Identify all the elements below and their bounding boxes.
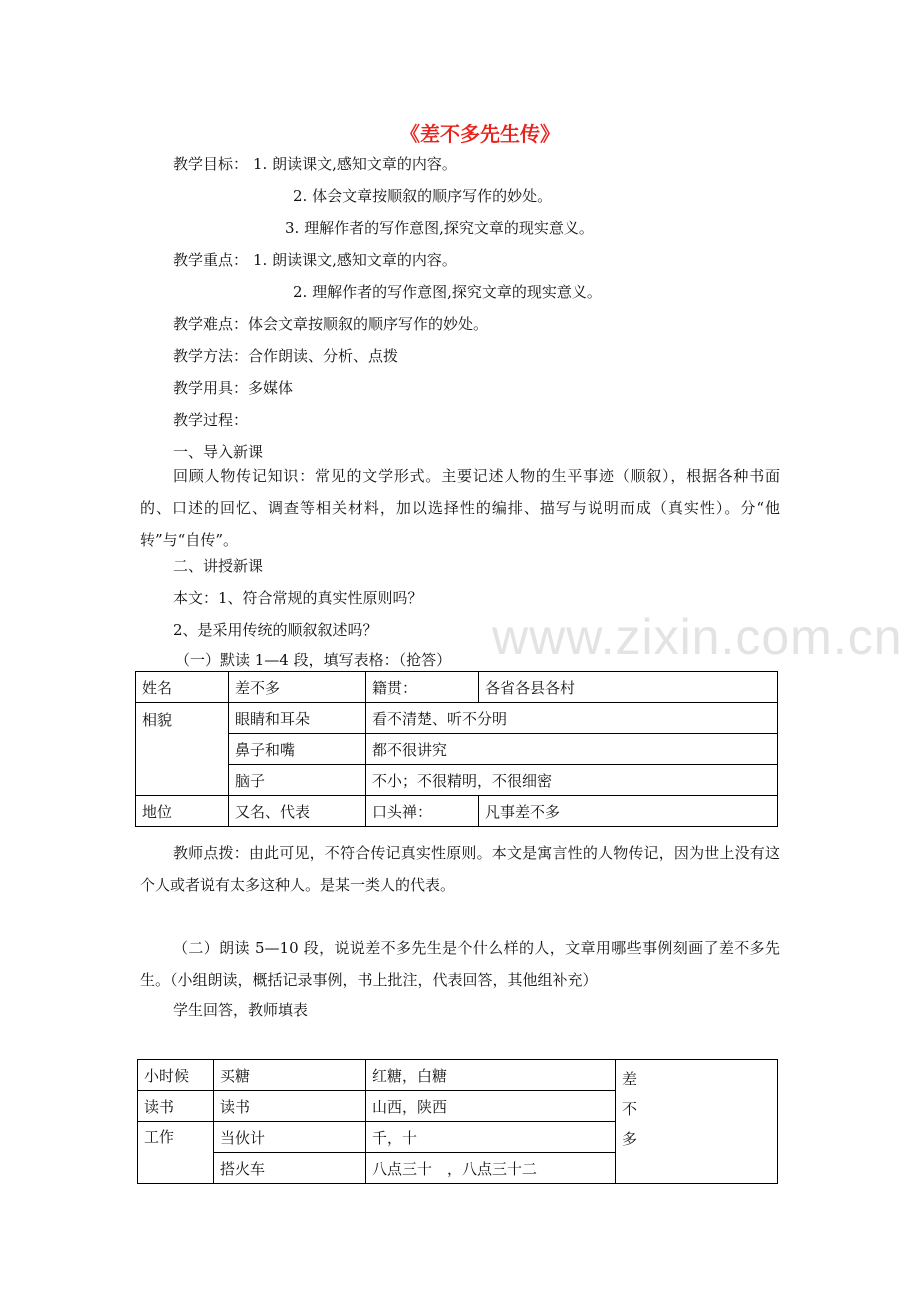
page-title: 《差不多先生传》: [400, 122, 560, 146]
table-row: [138, 1060, 778, 1091]
student-answer: 学生回答，教师填表: [173, 1001, 309, 1019]
table-cell: 不小；不很精明，不很细密: [366, 765, 778, 796]
task-2: （二）朗读 5—10 段，说说差不多先生是个什么样的人，文章用哪些事例刻画了差不多先生。（小组朗读，概括记录事例，书上批注，代表回答，其他组补充）: [140, 939, 780, 989]
table-cell: 八点三十 ，八点三十二: [366, 1153, 616, 1184]
table-cell: 红糖，白糖: [366, 1060, 616, 1091]
section-2-heading: 二、讲授新课: [173, 557, 264, 575]
table-cell: [616, 1060, 778, 1184]
table-cell: 脑子: [229, 765, 366, 796]
character-table: [135, 671, 778, 827]
table-cell: 口头禅：: [366, 796, 479, 827]
key-point-2: 2. 理解作者的写作意图,探究文章的现实意义。: [293, 283, 602, 301]
question-1: 本文：1、符合常规的真实性原则吗？: [173, 589, 423, 607]
table-cell: 当伙计: [214, 1122, 366, 1153]
table-cell: 都不很讲究: [366, 734, 778, 765]
side-char: 不: [622, 1100, 638, 1118]
table-cell: 搭火车: [214, 1153, 366, 1184]
table-cell: 又名、代表: [229, 796, 366, 827]
key-point-1: 1. 朗读课文,感知文章的内容。: [253, 251, 457, 269]
teacher-note: 教师点拨：由此可见，不符合传记真实性原则。本文是寓言性的人物传记，因为世上没有这个人或者说有太多这种人。是某一类人的代表。: [140, 844, 780, 894]
table-cell: 读书: [138, 1091, 214, 1122]
table-cell: 地位: [136, 796, 229, 827]
table-cell: 千，十: [366, 1122, 616, 1153]
table-cell: 各省各县各村: [479, 672, 778, 703]
objective-3: 3. 理解作者的写作意图,探究文章的现实意义。: [285, 219, 594, 237]
table-cell: 差不多: [229, 672, 366, 703]
task-1: （一）默读 1—4 段，填写表格：（抢答）: [175, 651, 452, 669]
table-row: [136, 734, 778, 765]
table-cell: 买糖: [214, 1060, 366, 1091]
examples-table: [137, 1059, 778, 1184]
table-cell: 鼻子和嘴: [229, 734, 366, 765]
question-2: 2、是采用传统的顺叙叙述吗？: [173, 621, 378, 639]
objective-1: 1. 朗读课文,感知文章的内容。: [253, 155, 457, 173]
table-row: [136, 672, 778, 703]
difficulty: 教学难点：体会文章按顺叙的顺序写作的妙处。: [173, 315, 489, 333]
table-row: [136, 796, 778, 827]
key-points-label: 教学重点：: [173, 251, 249, 269]
side-char: 多: [622, 1130, 638, 1148]
table-cell: 籍贯：: [366, 672, 479, 703]
review-paragraph: 回顾人物传记知识：常见的文学形式。主要记述人物的生平事迹（顺叙），根据各种书面的、口述的回忆、调查等相关材料，加以选择性的编排、描写与说明而成（真实性）。分“他转”与“自传”。: [140, 467, 780, 549]
table-cell: 姓名: [136, 672, 229, 703]
watermark: www.zixin.com.cn: [492, 609, 903, 665]
process-heading: 教学过程：: [173, 411, 249, 429]
tools: 教学用具：多媒体: [173, 379, 294, 397]
table-cell: 眼睛和耳朵: [229, 703, 366, 734]
table-cell: 山西，陕西: [366, 1091, 616, 1122]
method: 教学方法：合作朗读、分析、点拨: [173, 347, 399, 365]
section-1-heading: 一、导入新课: [173, 443, 264, 461]
table-cell: 工作: [138, 1122, 214, 1184]
table-cell: 凡事差不多: [479, 796, 778, 827]
table-cell: 看不清楚、听不分明: [366, 703, 778, 734]
table-row: [136, 765, 778, 796]
table-row: [136, 703, 778, 734]
table-cell: 小时候: [138, 1060, 214, 1091]
table-cell: 读书: [214, 1091, 366, 1122]
table-cell: 相貌: [136, 703, 229, 796]
objectives-label: 教学目标：: [173, 155, 249, 173]
objective-2: 2. 体会文章按顺叙的顺序写作的妙处。: [293, 187, 553, 205]
side-char: 差: [622, 1070, 638, 1088]
